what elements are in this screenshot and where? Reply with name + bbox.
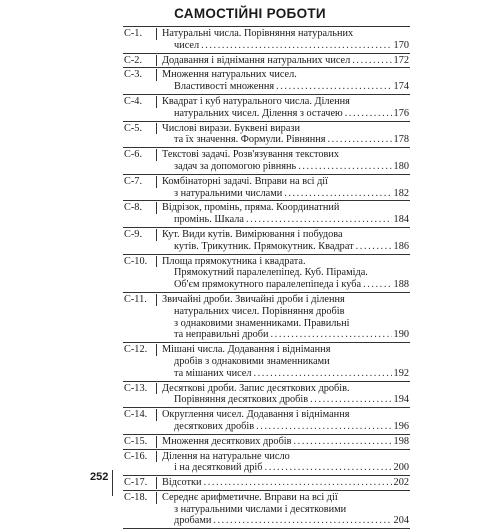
entry-page-number: 200 bbox=[393, 462, 409, 474]
entry-body bbox=[157, 294, 410, 341]
entry-body bbox=[157, 436, 410, 448]
toc-entry bbox=[123, 381, 410, 408]
entry-title-line: чисел bbox=[174, 39, 200, 51]
dot-leader bbox=[327, 134, 391, 146]
entry-body bbox=[157, 28, 410, 52]
entry-page-number: 198 bbox=[393, 435, 409, 447]
entry-title-line: та мішаних чисел bbox=[174, 367, 252, 379]
toc-entry bbox=[123, 227, 410, 254]
entry-title-line: Прямокутний паралелепіпед. Куб. Піраміда. bbox=[174, 267, 368, 279]
entry-title-line: Площа прямокутника і квадрата. bbox=[162, 255, 306, 267]
toc-entry bbox=[123, 490, 410, 528]
entry-title-line: задач за допомогою рівнянь bbox=[174, 160, 297, 172]
toc-entry bbox=[123, 292, 410, 342]
entry-number: С-5. bbox=[123, 123, 157, 135]
entry-body bbox=[157, 69, 410, 93]
entry-title-line: і на десятковий дріб bbox=[174, 462, 263, 474]
entry-title-line: кутів. Трикутник. Прямокутник. Квадрат bbox=[174, 240, 354, 252]
entry-title-line: Порівняння десяткових дробів bbox=[174, 394, 309, 406]
entry-number: С-12. bbox=[123, 344, 157, 356]
entry-body bbox=[157, 123, 410, 147]
dot-leader bbox=[271, 329, 392, 341]
entry-title-line: Текстові задачі. Розв'язування текстових bbox=[162, 149, 340, 161]
entry-body bbox=[157, 55, 410, 67]
toc-entry bbox=[123, 174, 410, 201]
entry-title-line: Властивості множення bbox=[174, 81, 275, 93]
entry-page-number: 194 bbox=[393, 394, 409, 406]
page-number: 252 bbox=[90, 470, 113, 496]
entry-number: С-3. bbox=[123, 69, 157, 81]
entry-body bbox=[157, 176, 410, 200]
table-of-contents bbox=[123, 26, 410, 529]
entry-title-line: Множення натуральних чисел. bbox=[162, 69, 297, 81]
entry-number: С-1. bbox=[123, 28, 157, 40]
entry-title-line: Об'єм прямокутного паралелепіпеда і куба bbox=[174, 279, 362, 291]
toc-entry bbox=[123, 94, 410, 121]
entry-page-number: 204 bbox=[393, 515, 409, 527]
dot-leader bbox=[356, 241, 392, 253]
entry-body bbox=[157, 383, 410, 407]
entry-title-line: дробів з однаковими знаменниками bbox=[174, 355, 330, 367]
entry-body bbox=[157, 409, 410, 433]
entry-page-number: 174 bbox=[393, 81, 409, 93]
entry-number: С-10. bbox=[123, 256, 157, 268]
entry-number: С-15. bbox=[123, 436, 157, 448]
entry-number: С-14. bbox=[123, 409, 157, 421]
entry-page-number: 190 bbox=[393, 329, 409, 341]
entry-page-number: 192 bbox=[393, 367, 409, 379]
toc-entry bbox=[123, 254, 410, 292]
entry-page-number: 172 bbox=[393, 54, 409, 66]
entry-number: С-8. bbox=[123, 202, 157, 214]
dot-leader bbox=[253, 368, 391, 380]
entry-title-line: Квадрат і куб натурального числа. Ділення bbox=[162, 95, 350, 107]
toc-entry bbox=[123, 121, 410, 148]
entry-body bbox=[157, 492, 410, 527]
entry-title-line: Мішані числа. Додавання і віднімання bbox=[162, 344, 331, 356]
section-title: САМОСТІЙНІ РОБОТИ bbox=[174, 6, 326, 21]
entry-title-line: дробами bbox=[174, 515, 212, 527]
toc-entry bbox=[123, 407, 410, 434]
dot-leader bbox=[284, 188, 391, 200]
entry-number: С-7. bbox=[123, 176, 157, 188]
entry-title-line: Додавання і віднімання натуральних чисел bbox=[162, 54, 351, 66]
toc-entry bbox=[123, 200, 410, 227]
dot-leader bbox=[298, 161, 391, 173]
entry-body bbox=[157, 202, 410, 226]
entry-number: С-9. bbox=[123, 229, 157, 241]
entry-number: С-2. bbox=[123, 55, 157, 67]
entry-title-line: Кут. Види кутів. Вимірювання і побудова bbox=[162, 228, 343, 240]
entry-title-line: Середнє арифметичне. Вправи на всі дії bbox=[162, 491, 338, 503]
entry-body bbox=[157, 477, 410, 489]
entry-page-number: 178 bbox=[393, 134, 409, 146]
entry-title-line: з натуральними числами bbox=[174, 187, 283, 199]
entry-number: С-4. bbox=[123, 96, 157, 108]
toc-entry bbox=[123, 53, 410, 68]
entry-number: С-6. bbox=[123, 149, 157, 161]
dot-leader bbox=[246, 214, 392, 226]
entry-page-number: 188 bbox=[393, 279, 409, 291]
toc-entry bbox=[123, 434, 410, 449]
entry-title-line: Ділення на натуральне число bbox=[162, 450, 290, 462]
entry-number: С-11. bbox=[123, 294, 157, 306]
entry-number: С-18. bbox=[123, 492, 157, 504]
entry-title-line: Звичайні дроби. Звичайні дроби і ділення bbox=[162, 293, 345, 305]
entry-page-number: 182 bbox=[393, 187, 409, 199]
entry-title-line: натуральних чисел. Порівняння дробів bbox=[174, 305, 345, 317]
entry-page-number: 180 bbox=[393, 160, 409, 172]
entry-body bbox=[157, 149, 410, 173]
entry-title-line: Комбінаторні задачі. Вправи на всі дії bbox=[162, 175, 329, 187]
entry-title-line: та їх значення. Формули. Рівняння bbox=[174, 134, 326, 146]
entry-title-line: десяткових дробів bbox=[174, 420, 255, 432]
dot-leader bbox=[256, 421, 391, 433]
dot-leader bbox=[204, 477, 392, 489]
entry-body bbox=[157, 229, 410, 253]
entry-body bbox=[157, 451, 410, 475]
dot-leader bbox=[201, 40, 391, 52]
toc-entry bbox=[123, 342, 410, 380]
entry-title-line: Натуральні числа. Порівняння натуральних bbox=[162, 28, 354, 39]
toc-entry bbox=[123, 449, 410, 476]
entry-number: С-13. bbox=[123, 383, 157, 395]
dot-leader bbox=[352, 55, 391, 67]
entry-body bbox=[157, 344, 410, 379]
entry-page-number: 184 bbox=[393, 214, 409, 226]
entry-title-line: Відрізок, промінь, пряма. Координатний bbox=[162, 202, 340, 214]
entry-title-line: промінь. Шкала bbox=[174, 214, 244, 226]
entry-title-line: Числові вирази. Буквені вирази bbox=[162, 122, 300, 134]
toc-entry bbox=[123, 67, 410, 94]
entry-title-line: натуральних чисел. Ділення з остачею bbox=[174, 107, 343, 119]
dot-leader bbox=[213, 515, 391, 527]
entry-body bbox=[157, 256, 410, 291]
entry-number: С-17. bbox=[123, 477, 157, 489]
entry-body bbox=[157, 96, 410, 120]
entry-title-line: з однаковими знаменниками. Правильні bbox=[174, 317, 350, 329]
entry-title-line: Множення десяткових дробів bbox=[162, 435, 292, 447]
toc-entry bbox=[123, 475, 410, 490]
entry-title-line: з натуральними числами і десятковими bbox=[174, 503, 347, 515]
entry-page-number: 170 bbox=[393, 39, 409, 51]
toc-entry bbox=[123, 26, 410, 53]
dot-leader bbox=[294, 436, 392, 448]
entry-page-number: 176 bbox=[393, 107, 409, 119]
dot-leader bbox=[310, 394, 391, 406]
entry-page-number: 202 bbox=[393, 477, 409, 489]
entry-page-number: 196 bbox=[393, 420, 409, 432]
entry-page-number: 186 bbox=[393, 240, 409, 252]
dot-leader bbox=[345, 108, 392, 120]
entry-title-line: та неправильні дроби bbox=[174, 329, 269, 341]
dot-leader bbox=[265, 462, 392, 474]
dot-leader bbox=[276, 81, 391, 93]
entry-number: С-16. bbox=[123, 451, 157, 463]
entry-title-line: Округлення чисел. Додавання і віднімання bbox=[162, 409, 350, 421]
entry-title-line: Відсотки bbox=[162, 477, 202, 489]
toc-entry bbox=[123, 147, 410, 174]
dot-leader bbox=[363, 279, 391, 291]
entry-title-line: Десяткові дроби. Запис десяткових дробів. bbox=[162, 382, 350, 394]
